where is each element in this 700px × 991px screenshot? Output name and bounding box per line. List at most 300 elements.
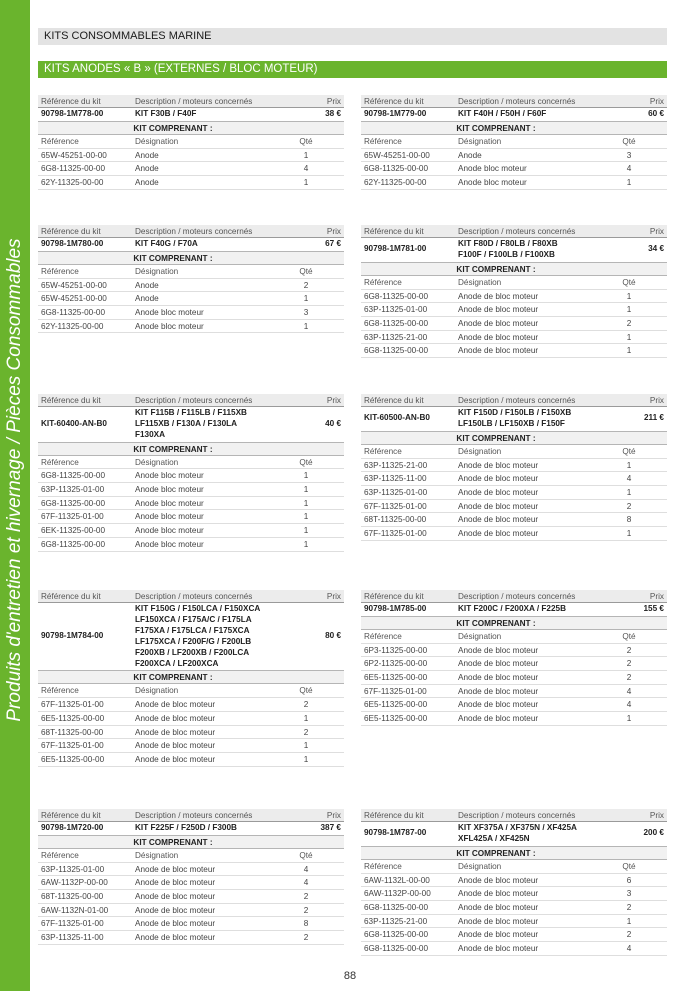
table-row bbox=[38, 726, 344, 740]
item-ref-header: Référence bbox=[364, 861, 402, 871]
item-designation-header: Désignation bbox=[135, 686, 179, 696]
item-ref: 65W-45251-00-00 bbox=[41, 280, 107, 290]
item-ref: 63P-11325-01-00 bbox=[364, 487, 428, 497]
kit-summary-row bbox=[38, 238, 344, 252]
table-row bbox=[38, 162, 344, 176]
kit-ref: 90798-1M779-00 bbox=[364, 109, 427, 118]
item-designation-header: Désignation bbox=[135, 136, 179, 146]
kit-ref-header: Référence du kit bbox=[364, 227, 424, 236]
item-qty: 1 bbox=[303, 539, 309, 549]
item-designation: Anode de bloc moteur bbox=[458, 645, 539, 655]
kit-ref-header: Référence du kit bbox=[41, 811, 101, 820]
kit-description bbox=[458, 823, 625, 845]
item-qty: 4 bbox=[303, 878, 309, 888]
kit-desc-header: Description / moteurs concernés bbox=[458, 396, 576, 405]
item-designation: Anode bloc moteur bbox=[135, 512, 204, 522]
item-designation: Anode bloc moteur bbox=[135, 498, 204, 508]
item-designation: Anode de bloc moteur bbox=[458, 714, 539, 724]
item-designation: Anode de bloc moteur bbox=[458, 346, 539, 356]
kit-price: 200 € bbox=[643, 828, 664, 838]
kit-table bbox=[38, 809, 344, 945]
item-qty: 3 bbox=[626, 150, 632, 160]
kit-contents-label: KIT COMPRENANT : bbox=[38, 671, 344, 684]
kit-ref: 90798-1M780-00 bbox=[41, 239, 104, 248]
table-row bbox=[361, 331, 667, 345]
item-qty: 4 bbox=[303, 864, 309, 874]
kit-table bbox=[361, 95, 667, 190]
item-ref: 63P-11325-01-00 bbox=[41, 485, 105, 495]
item-designation: Anode bloc moteur bbox=[135, 307, 204, 317]
item-qty: 1 bbox=[626, 177, 632, 187]
kit-desc-header: Description / moteurs concernés bbox=[135, 97, 253, 106]
item-qty: 2 bbox=[626, 645, 632, 655]
item-qty: 1 bbox=[626, 487, 632, 497]
table-row bbox=[38, 306, 344, 320]
item-qty-header: Qté bbox=[299, 266, 313, 276]
kit-price: 60 € bbox=[648, 109, 664, 118]
kit-ref: 90798-1M720-00 bbox=[41, 823, 104, 832]
item-ref: 63P-11325-01-00 bbox=[364, 305, 428, 315]
kit-description-line: LF115XB / F130A / F130LA bbox=[135, 418, 238, 428]
table-row bbox=[361, 915, 667, 929]
kit-table bbox=[38, 225, 344, 333]
item-qty: 2 bbox=[626, 902, 632, 912]
item-designation: Anode de bloc moteur bbox=[458, 902, 539, 912]
item-qty: 2 bbox=[303, 700, 309, 710]
item-qty: 1 bbox=[626, 460, 632, 470]
kit-header bbox=[361, 394, 667, 407]
kit-description-line: LF175XCA / F200F/G / F200LB bbox=[135, 636, 252, 646]
table-row bbox=[361, 928, 667, 942]
table-row bbox=[38, 279, 344, 293]
item-designation-header: Désignation bbox=[135, 457, 179, 467]
kit-ref: KIT-60400-AN-B0 bbox=[41, 418, 107, 428]
table-row bbox=[361, 162, 667, 176]
kit-description-line: KIT F225F / F250D / F300B bbox=[135, 823, 237, 832]
item-designation: Anode de bloc moteur bbox=[458, 930, 539, 940]
item-qty: 2 bbox=[303, 905, 309, 915]
kit-description bbox=[458, 239, 625, 261]
item-qty: 1 bbox=[303, 177, 309, 187]
table-row bbox=[38, 876, 344, 890]
item-qty: 2 bbox=[626, 659, 632, 669]
item-qty: 2 bbox=[626, 672, 632, 682]
item-qty-header: Qté bbox=[622, 861, 636, 871]
kit-description-line: KIT F80D / F80LB / F80XB bbox=[458, 239, 558, 248]
item-ref: 6G8-11325-00-00 bbox=[41, 307, 106, 317]
item-designation-header: Désignation bbox=[458, 136, 502, 146]
item-ref: 67F-11325-01-00 bbox=[41, 512, 104, 522]
item-designation: Anode de bloc moteur bbox=[135, 713, 216, 723]
kit-price-header: Prix bbox=[649, 97, 664, 106]
item-qty-header: Qté bbox=[299, 457, 313, 467]
item-ref: 6G8-11325-00-00 bbox=[41, 471, 106, 481]
items-header bbox=[38, 456, 344, 470]
item-qty: 1 bbox=[626, 305, 632, 315]
kit-desc-header: Description / moteurs concernés bbox=[135, 396, 253, 405]
item-qty: 1 bbox=[303, 713, 309, 723]
item-qty: 3 bbox=[626, 889, 632, 899]
item-qty: 1 bbox=[626, 291, 632, 301]
kit-table bbox=[38, 590, 344, 767]
kit-header bbox=[38, 95, 344, 108]
item-designation: Anode de bloc moteur bbox=[135, 741, 216, 751]
item-qty: 1 bbox=[626, 714, 632, 724]
item-designation: Anode de bloc moteur bbox=[135, 700, 216, 710]
item-ref: 6P3-11325-00-00 bbox=[364, 645, 428, 655]
section-title: KITS ANODES « B » (EXTERNES / BLOC MOTEUR) bbox=[38, 61, 667, 78]
kit-desc-header: Description / moteurs concernés bbox=[135, 227, 253, 236]
item-qty: 4 bbox=[626, 164, 632, 174]
table-row bbox=[361, 942, 667, 956]
kit-header bbox=[361, 225, 667, 238]
item-ref-header: Référence bbox=[364, 631, 402, 641]
item-designation: Anode de bloc moteur bbox=[458, 528, 539, 538]
item-qty: 1 bbox=[303, 754, 309, 764]
table-row bbox=[361, 513, 667, 527]
table-row bbox=[361, 303, 667, 317]
kit-header bbox=[361, 809, 667, 822]
kit-price: 38 € bbox=[325, 109, 341, 118]
table-row bbox=[38, 469, 344, 483]
kit-contents-label: KIT COMPRENANT : bbox=[361, 617, 667, 630]
item-ref: 6G8-11325-00-00 bbox=[364, 318, 429, 328]
table-row bbox=[361, 317, 667, 331]
item-ref: 63P-11325-21-00 bbox=[364, 916, 428, 926]
items-header bbox=[38, 135, 344, 149]
kit-contents-label: KIT COMPRENANT : bbox=[361, 432, 667, 445]
item-ref: 6G8-11325-00-00 bbox=[364, 943, 429, 953]
kit-description-line: KIT F150D / F150LB / F150XB bbox=[458, 408, 572, 417]
item-qty-header: Qté bbox=[299, 686, 313, 696]
item-designation: Anode de bloc moteur bbox=[458, 474, 539, 484]
item-qty: 1 bbox=[303, 321, 309, 331]
item-designation: Anode de bloc moteur bbox=[458, 460, 539, 470]
kit-desc-header: Description / moteurs concernés bbox=[135, 811, 253, 820]
item-qty: 3 bbox=[303, 307, 309, 317]
kit-price-header: Prix bbox=[649, 811, 664, 820]
table-row bbox=[361, 527, 667, 541]
item-designation: Anode bbox=[458, 150, 482, 160]
kit-desc-header: Description / moteurs concernés bbox=[458, 811, 576, 820]
kit-ref: 90798-1M785-00 bbox=[364, 604, 427, 613]
kit-table bbox=[361, 394, 667, 541]
kit-contents-label: KIT COMPRENANT : bbox=[361, 263, 667, 276]
kit-desc-header: Description / moteurs concernés bbox=[458, 227, 576, 236]
item-qty-header: Qté bbox=[622, 446, 636, 456]
table-row bbox=[38, 698, 344, 712]
table-row bbox=[38, 510, 344, 524]
item-ref-header: Référence bbox=[364, 446, 402, 456]
kit-price-header: Prix bbox=[649, 227, 664, 236]
item-designation: Anode de bloc moteur bbox=[135, 933, 216, 943]
item-ref: 6G8-11325-00-00 bbox=[364, 902, 429, 912]
kit-description-line: KIT F40G / F70A bbox=[135, 239, 198, 248]
table-row bbox=[361, 712, 667, 726]
table-row bbox=[38, 890, 344, 904]
kit-description-line: F200XCA / LF200XCA bbox=[135, 658, 219, 668]
kit-ref: 90798-1M778-00 bbox=[41, 109, 104, 118]
item-ref: 67F-11325-01-00 bbox=[364, 528, 427, 538]
kit-description-line: XFL425A / XF425N bbox=[458, 833, 530, 843]
item-ref: 62Y-11325-00-00 bbox=[41, 177, 104, 187]
kit-desc-header: Description / moteurs concernés bbox=[135, 592, 253, 601]
item-ref: 6G8-11325-00-00 bbox=[364, 930, 429, 940]
item-designation: Anode de bloc moteur bbox=[458, 515, 539, 525]
table-row bbox=[361, 657, 667, 671]
item-ref: 63P-11325-21-00 bbox=[364, 460, 428, 470]
item-ref: 67F-11325-01-00 bbox=[41, 741, 104, 751]
kit-description-line: KIT F115B / F115LB / F115XB bbox=[135, 408, 247, 417]
item-designation: Anode de bloc moteur bbox=[458, 501, 539, 511]
item-qty: 1 bbox=[626, 528, 632, 538]
item-designation: Anode de bloc moteur bbox=[458, 686, 539, 696]
item-ref: 6AW-1132L-00-00 bbox=[364, 875, 430, 885]
kit-price: 40 € bbox=[325, 418, 341, 428]
table-row bbox=[38, 931, 344, 945]
item-designation: Anode bbox=[135, 164, 159, 174]
kit-description-line: F100F / F100LB / F100XB bbox=[458, 249, 555, 259]
item-designation: Anode de bloc moteur bbox=[458, 305, 539, 315]
item-ref: 63P-11325-11-00 bbox=[364, 474, 427, 484]
item-ref-header: Référence bbox=[41, 850, 79, 860]
item-qty: 2 bbox=[303, 933, 309, 943]
item-qty-header: Qté bbox=[299, 136, 313, 146]
kit-summary-row bbox=[361, 108, 667, 122]
table-row bbox=[38, 483, 344, 497]
kit-description bbox=[458, 109, 625, 120]
item-ref-header: Référence bbox=[41, 686, 79, 696]
item-ref: 68T-11325-00-00 bbox=[41, 891, 104, 901]
side-label: Produits d'entretien et hivernage / Pièces Consommables bbox=[4, 238, 25, 722]
side-tab bbox=[0, 0, 30, 991]
table-row bbox=[361, 486, 667, 500]
table-row bbox=[38, 538, 344, 552]
table-row bbox=[361, 149, 667, 163]
kit-ref-header: Référence du kit bbox=[41, 592, 101, 601]
item-ref-header: Référence bbox=[41, 266, 79, 276]
kit-description bbox=[135, 823, 302, 834]
kit-contents-label: KIT COMPRENANT : bbox=[38, 252, 344, 265]
item-ref: 68T-11325-00-00 bbox=[41, 727, 104, 737]
kit-summary-row bbox=[38, 407, 344, 443]
kit-description bbox=[135, 408, 302, 441]
item-qty: 1 bbox=[303, 498, 309, 508]
kit-summary-row bbox=[361, 822, 667, 847]
item-qty: 8 bbox=[303, 919, 309, 929]
item-ref-header: Référence bbox=[41, 136, 79, 146]
item-designation: Anode de bloc moteur bbox=[458, 916, 539, 926]
kit-price: 387 € bbox=[320, 823, 341, 832]
kit-description bbox=[458, 408, 625, 430]
kit-table bbox=[361, 590, 667, 726]
item-designation: Anode de bloc moteur bbox=[458, 875, 539, 885]
kit-ref-header: Référence du kit bbox=[41, 396, 101, 405]
kit-description-line: F200XB / LF200XB / F200LCA bbox=[135, 647, 250, 657]
kit-header bbox=[361, 590, 667, 603]
item-designation: Anode de bloc moteur bbox=[135, 878, 216, 888]
item-designation: Anode bbox=[135, 280, 159, 290]
item-designation: Anode bbox=[135, 177, 159, 187]
item-ref: 63P-11325-21-00 bbox=[364, 332, 428, 342]
items-header bbox=[361, 860, 667, 874]
table-row bbox=[38, 863, 344, 877]
item-qty: 1 bbox=[303, 471, 309, 481]
items-header bbox=[38, 849, 344, 863]
item-qty: 8 bbox=[626, 515, 632, 525]
item-ref: 67F-11325-01-00 bbox=[41, 700, 104, 710]
table-row bbox=[361, 685, 667, 699]
table-row bbox=[361, 698, 667, 712]
kit-description-line: KIT F150G / F150LCA / F150XCA bbox=[135, 604, 261, 613]
item-ref: 6E5-11325-00-00 bbox=[364, 700, 428, 710]
table-row bbox=[38, 320, 344, 334]
item-ref: 6AW-1132P-00-00 bbox=[41, 878, 108, 888]
item-ref: 67F-11325-01-00 bbox=[41, 919, 104, 929]
kit-description bbox=[458, 604, 625, 615]
kit-price-header: Prix bbox=[326, 811, 341, 820]
item-ref-header: Référence bbox=[41, 457, 79, 467]
kit-price-header: Prix bbox=[649, 592, 664, 601]
item-ref: 62Y-11325-00-00 bbox=[41, 321, 104, 331]
kit-price-header: Prix bbox=[326, 227, 341, 236]
table-row bbox=[361, 874, 667, 888]
item-qty: 1 bbox=[303, 526, 309, 536]
table-row bbox=[38, 497, 344, 511]
item-ref: 63P-11325-01-00 bbox=[41, 864, 105, 874]
item-qty: 2 bbox=[626, 501, 632, 511]
kit-summary-row bbox=[361, 407, 667, 432]
items-header bbox=[38, 265, 344, 279]
item-ref: 6G8-11325-00-00 bbox=[41, 498, 106, 508]
item-qty: 4 bbox=[626, 686, 632, 696]
table-row bbox=[38, 524, 344, 538]
table-row bbox=[361, 887, 667, 901]
item-designation: Anode bbox=[135, 294, 159, 304]
item-designation: Anode bloc moteur bbox=[135, 539, 204, 549]
table-row bbox=[38, 176, 344, 190]
kit-summary-row bbox=[361, 238, 667, 263]
table-row bbox=[361, 344, 667, 358]
item-ref: 6G8-11325-00-00 bbox=[364, 346, 429, 356]
item-designation: Anode de bloc moteur bbox=[458, 889, 539, 899]
table-row bbox=[361, 472, 667, 486]
item-qty: 1 bbox=[626, 346, 632, 356]
kit-header bbox=[38, 225, 344, 238]
item-qty: 6 bbox=[626, 875, 632, 885]
items-header bbox=[361, 630, 667, 644]
table-row bbox=[38, 712, 344, 726]
kit-price: 155 € bbox=[643, 604, 664, 613]
item-qty: 4 bbox=[303, 164, 309, 174]
kit-ref: 90798-1M781-00 bbox=[364, 244, 427, 254]
item-designation: Anode de bloc moteur bbox=[458, 291, 539, 301]
table-row bbox=[361, 901, 667, 915]
kit-ref: 90798-1M784-00 bbox=[41, 631, 104, 641]
kit-contents-label: KIT COMPRENANT : bbox=[38, 122, 344, 135]
item-ref: 6AW-1132P-00-00 bbox=[364, 889, 431, 899]
item-qty: 1 bbox=[303, 741, 309, 751]
item-qty: 2 bbox=[626, 318, 632, 328]
item-designation: Anode de bloc moteur bbox=[135, 727, 216, 737]
item-designation: Anode bloc moteur bbox=[135, 321, 204, 331]
item-ref: 67F-11325-01-00 bbox=[364, 501, 427, 511]
kit-summary-row bbox=[38, 108, 344, 122]
item-qty: 1 bbox=[303, 485, 309, 495]
kit-price: 34 € bbox=[648, 244, 664, 254]
item-designation: Anode de bloc moteur bbox=[458, 318, 539, 328]
table-row bbox=[361, 176, 667, 190]
item-qty: 1 bbox=[303, 150, 309, 160]
item-designation: Anode de bloc moteur bbox=[458, 659, 539, 669]
kit-description bbox=[135, 239, 302, 250]
item-designation-header: Désignation bbox=[135, 266, 179, 276]
kit-description-line: F175XA / F175LCA / F175XCA bbox=[135, 625, 250, 635]
kit-summary-row bbox=[38, 603, 344, 671]
item-qty: 1 bbox=[626, 916, 632, 926]
kit-summary-row bbox=[38, 822, 344, 836]
kit-ref-header: Référence du kit bbox=[364, 396, 424, 405]
table-row bbox=[361, 500, 667, 514]
kit-description-line: KIT F30B / F40F bbox=[135, 109, 197, 118]
kit-ref-header: Référence du kit bbox=[364, 97, 424, 106]
item-ref: 62Y-11325-00-00 bbox=[364, 177, 427, 187]
item-designation: Anode de bloc moteur bbox=[135, 864, 216, 874]
item-qty: 4 bbox=[626, 700, 632, 710]
kit-description bbox=[135, 604, 302, 669]
items-header bbox=[38, 684, 344, 698]
table-row bbox=[361, 644, 667, 658]
table-row bbox=[361, 671, 667, 685]
kit-price: 67 € bbox=[325, 239, 341, 248]
kit-header bbox=[361, 95, 667, 108]
item-designation: Anode de bloc moteur bbox=[458, 700, 539, 710]
page-number: 88 bbox=[343, 970, 357, 982]
kit-table bbox=[361, 225, 667, 358]
item-ref: 6E5-11325-00-00 bbox=[364, 672, 428, 682]
item-ref: 6G8-11325-00-00 bbox=[364, 164, 429, 174]
item-ref: 6E5-11325-00-00 bbox=[41, 713, 105, 723]
table-row bbox=[38, 753, 344, 767]
item-ref-header: Référence bbox=[364, 277, 402, 287]
kit-description-line: KIT F200C / F200XA / F225B bbox=[458, 604, 566, 613]
kit-contents-label: KIT COMPRENANT : bbox=[38, 443, 344, 456]
item-ref: 6G8-11325-00-00 bbox=[364, 291, 429, 301]
item-designation: Anode de bloc moteur bbox=[458, 332, 539, 342]
kit-ref-header: Référence du kit bbox=[364, 811, 424, 820]
kit-description-line: KIT XF375A / XF375N / XF425A bbox=[458, 823, 577, 832]
kit-ref-header: Référence du kit bbox=[41, 227, 101, 236]
item-designation-header: Désignation bbox=[458, 631, 502, 641]
item-ref-header: Référence bbox=[364, 136, 402, 146]
item-qty: 2 bbox=[303, 891, 309, 901]
table-row bbox=[38, 292, 344, 306]
table-row bbox=[361, 290, 667, 304]
item-ref: 6E5-11325-00-00 bbox=[41, 754, 105, 764]
item-designation: Anode bloc moteur bbox=[135, 485, 204, 495]
item-ref: 6G8-11325-00-00 bbox=[41, 539, 106, 549]
item-designation: Anode bloc moteur bbox=[135, 471, 204, 481]
item-designation: Anode de bloc moteur bbox=[135, 919, 216, 929]
kit-description-line: LF150XCA / F175A/C / F175LA bbox=[135, 614, 252, 624]
item-designation: Anode bloc moteur bbox=[458, 177, 527, 187]
kit-ref-header: Référence du kit bbox=[364, 592, 424, 601]
item-ref: 6EK-11325-00-00 bbox=[41, 526, 106, 536]
kit-header bbox=[38, 809, 344, 822]
kit-price-header: Prix bbox=[326, 97, 341, 106]
kit-description-line: LF150LB / LF150XB / F150F bbox=[458, 418, 565, 428]
items-header bbox=[361, 445, 667, 459]
